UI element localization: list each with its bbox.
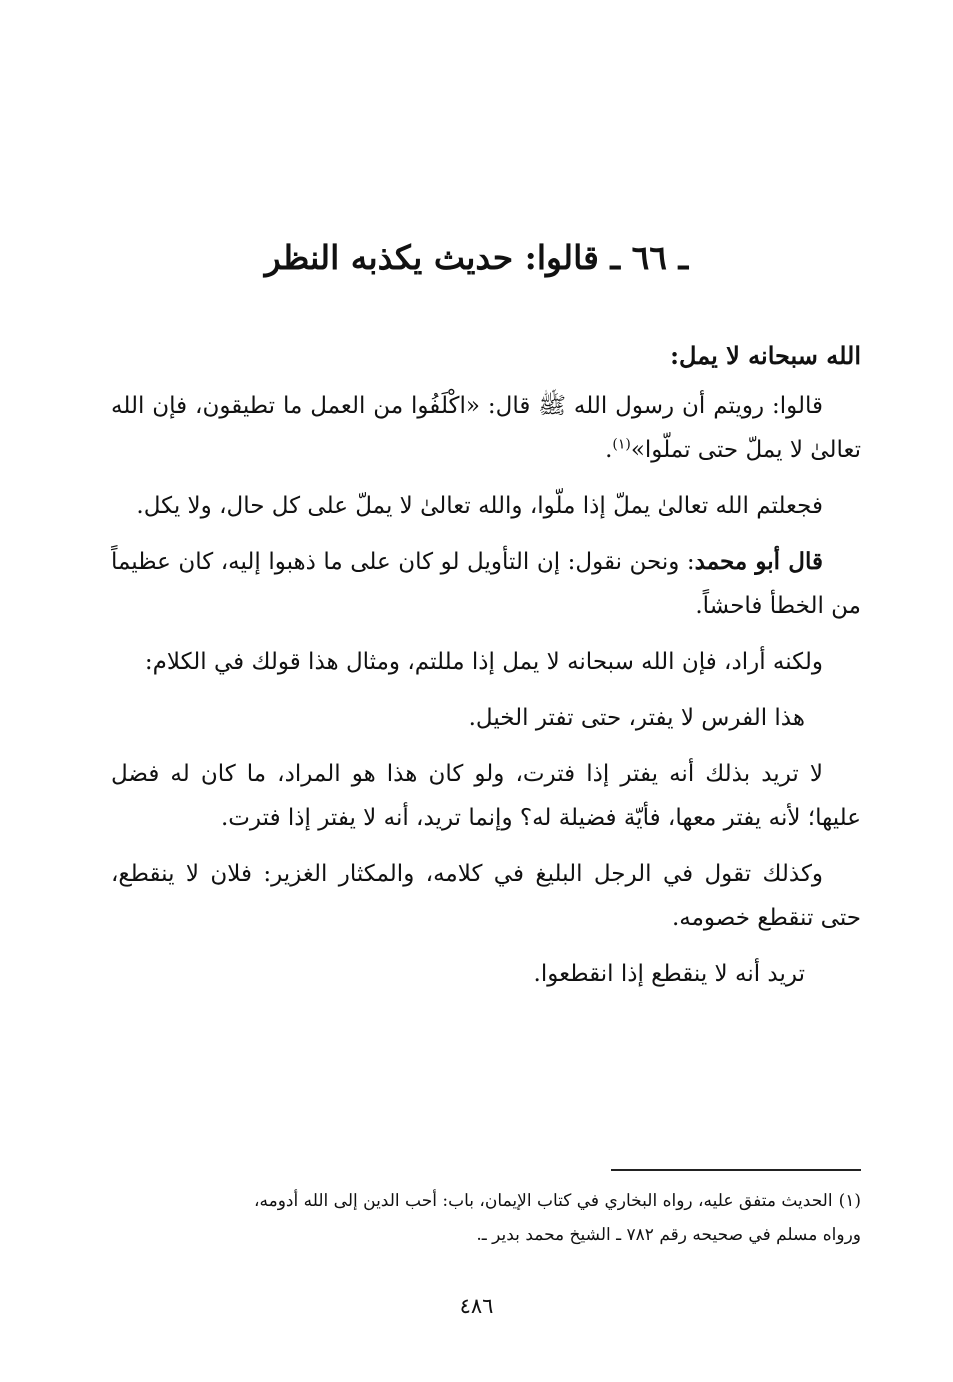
paragraph-2 (111, 484, 861, 528)
main-text (111, 334, 861, 1008)
paragraph-5 (111, 696, 861, 740)
footnote-text: ورواه مسلم في صحيحه رقم ٧٨٢ ـ الشيخ محمد بدير ـ. (476, 1225, 861, 1245)
page-number: ٤٨٦ (459, 1294, 494, 1318)
footnote-1 (111, 1184, 861, 1252)
footnote-divider (611, 1169, 861, 1171)
chapter-title: ـ ٦٦ ـ قالوا: حديث يكذبه النظر (264, 238, 689, 277)
paragraph-6 (111, 752, 861, 840)
paragraph-text: قالوا: رويتم أن رسول الله ﷺ قال: «اكْلَفُوا من العمل ما تطيقون، فإن الله تعالىٰ لا يملّ حتى تملّوا» (111, 393, 861, 463)
footnote-text: الحديث متفق عليه، رواه البخاري في كتاب الإيمان، باب: أحب الدين إلى الله أدومه، (254, 1191, 833, 1211)
paragraph-text: لا تريد بذلك أنه يفتر إذا فترت، ولو كان هذا هو المراد، ما كان له فضل عليها؛ لأنه يفتر معها، فأيّة فضيلة له؟ وإنما تريد، أنه لا يفتر إذا فترت. (111, 761, 861, 831)
footnote-line (111, 1218, 861, 1252)
paragraph-1 (111, 384, 861, 472)
paragraph-text: تريد أنه لا ينقطع إذا انقطعوا. (533, 961, 805, 987)
paragraph-text: ولكنه أراد، فإن الله سبحانه لا يمل إذا مللتم، ومثال هذا قولك في الكلام: (144, 649, 823, 675)
footnote-number: (١) (838, 1191, 861, 1211)
footnote-reference[interactable]: (١) (612, 436, 631, 453)
paragraph-text: فجعلتم الله تعالىٰ يملّ إذا ملّوا، والله تعالىٰ لا يملّ على كل حال، ولا يكل. (136, 493, 823, 519)
paragraph-7 (111, 852, 861, 940)
paragraph-4 (111, 640, 861, 684)
footnote-line (111, 1184, 861, 1218)
paragraph-text: وكذلك تقول في الرجل البليغ في كلامه، والمكثار الغزير: فلان لا ينقطع، حتى تنقطع خصومه. (111, 861, 861, 931)
paragraph-3 (111, 540, 861, 628)
section-heading: الله سبحانه لا يمل: (670, 341, 861, 370)
speaker-label: قال أبو محمد (694, 548, 823, 575)
footnotes (111, 1184, 861, 1252)
paragraph-8 (111, 952, 861, 996)
paragraph-text: هذا الفرس لا يفتر، حتى تفتر الخيل. (468, 705, 805, 731)
paragraph-text: : ونحن نقول: إن التأويل لو كان على ما ذهبوا إليه، كان عظيماً من الخطأ فاحشاً. (111, 549, 861, 619)
paragraph-tail: . (605, 437, 613, 463)
